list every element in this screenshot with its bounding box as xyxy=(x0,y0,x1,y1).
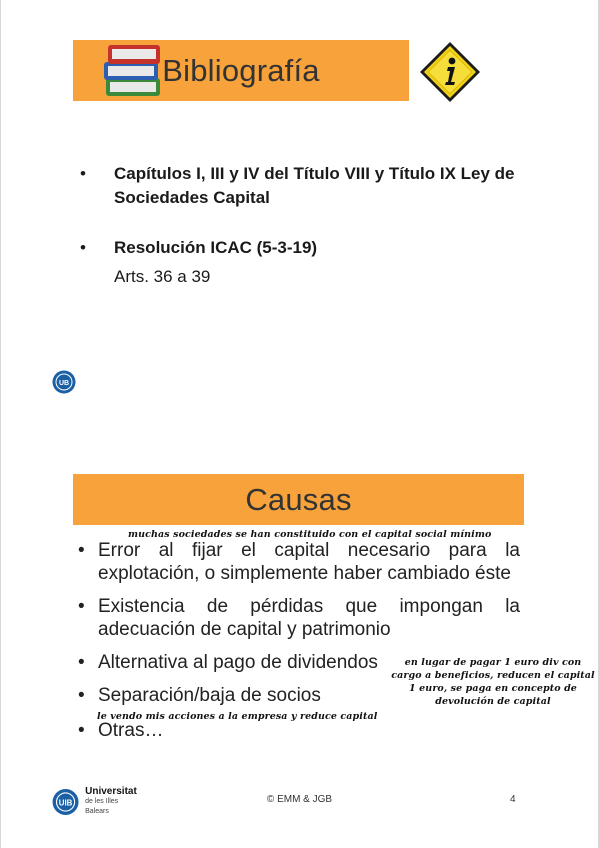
bullet: • xyxy=(80,164,86,183)
info-warning-icon xyxy=(418,40,482,104)
list-item-subtext: Arts. 36 a 39 xyxy=(114,267,211,286)
handwritten-annotation: le vendo mis acciones a la empresa y reduce capital xyxy=(97,711,378,722)
list-item-text: Alternativa al pago de dividendos xyxy=(98,652,378,673)
list-item-text: Resolución ICAC (5-3-19) xyxy=(114,238,318,257)
list-item xyxy=(78,595,520,641)
handwritten-annotation: en lugar de pagar 1 euro div con cargo a beneficios, reducen el capital 1 euro, se paga en concepto de devolución de capital xyxy=(391,657,595,707)
page-number: 4 xyxy=(510,794,516,805)
list-item-text: Otras… xyxy=(98,720,164,741)
logo-text: UB xyxy=(58,380,70,387)
slide-title: Causas xyxy=(245,481,352,517)
bullet: • xyxy=(78,652,85,673)
bullet: • xyxy=(78,685,85,706)
list-item xyxy=(78,539,520,585)
footer-copyright: © EMM & JGB xyxy=(266,794,333,805)
bullet: • xyxy=(80,238,86,257)
books-icon xyxy=(100,42,166,100)
university-name-line1: Universitat xyxy=(85,786,137,797)
slide-causas xyxy=(0,424,599,848)
slide-title: Bibliografía xyxy=(162,52,320,88)
university-name-line2: de les Illes Balears xyxy=(85,798,119,815)
bibliography-list xyxy=(80,162,520,289)
list-item-text: Error al fijar el capital necesario para la explotación, o simplemente haber cambiado éste xyxy=(98,540,520,584)
slide-border-left xyxy=(0,0,1,424)
list-item xyxy=(80,162,520,210)
handwritten-annotation: muchas sociedades se han constituido con el capital social mínimo xyxy=(128,529,492,540)
logo-text: UIB xyxy=(58,798,73,808)
bullet: • xyxy=(78,596,85,617)
slide-border-left xyxy=(0,424,1,848)
list-item-text: Capítulos I, III y IV del Título VIII y Título IX Ley de Sociedades Capital xyxy=(114,164,515,207)
list-item xyxy=(78,719,520,742)
list-item-text: Existencia de pérdidas que impongan la adecuación de capital y patrimonio xyxy=(98,596,520,640)
slide-title-bar xyxy=(73,474,524,525)
list-item xyxy=(80,236,520,289)
bullet: • xyxy=(78,720,85,741)
university-logo-icon xyxy=(52,370,76,394)
list-item-text: Separación/baja de socios xyxy=(98,685,321,706)
bullet: • xyxy=(78,540,85,561)
